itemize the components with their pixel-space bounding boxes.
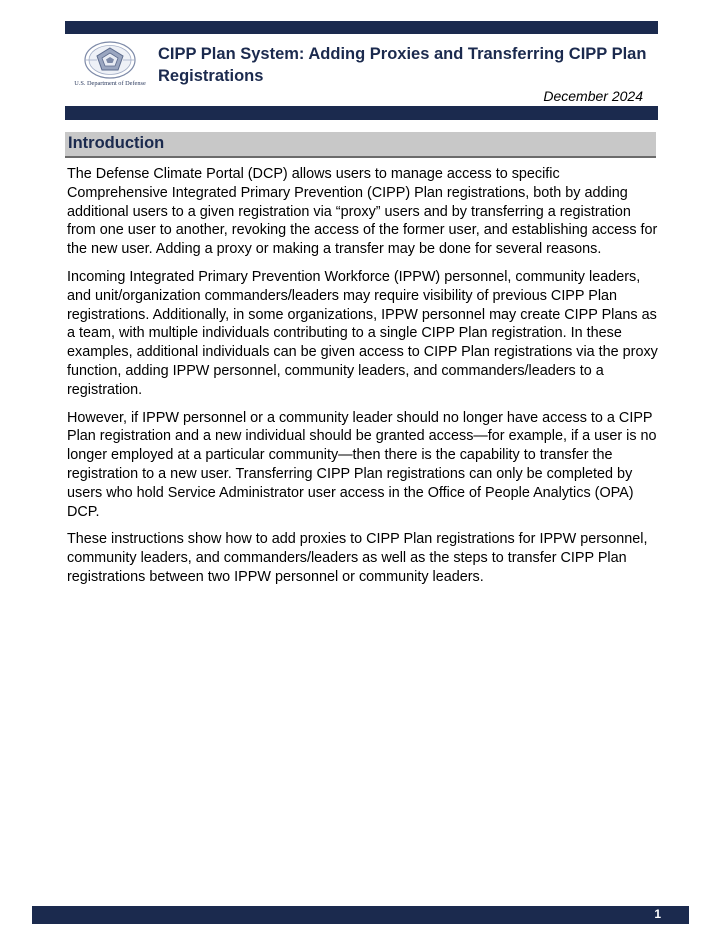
body-text: [67, 165, 658, 596]
header-top-bar: [65, 21, 658, 34]
paragraph: Incoming Integrated Primary Prevention Workforce (IPPW) personnel, community leaders, and unit/organization commanders/leaders may require visibility of previous CIPP Plan registrations. Additionally, in some organizations, IPPW personnel may create CIPP Plans as a team, with multiple individuals contributing to a single CIPP Plan registration. In these examples, additional individuals can be given access to CIPP Plan registrations via the proxy function, adding IPPW personnel, community leaders, and commanders/leaders to a registration.: [67, 268, 658, 398]
paragraph: However, if IPPW personnel or a community leader should no longer have access to a CIPP Plan registration and a new individual should be granted access—for example, if a user is no longer employed at a particular community—then there is the capability to transfer the registration to a new user. Transferring CIPP Plan registrations can only be completed by users who hold Service Administrator user access in the Office of People Analytics (OPA) DCP.: [67, 409, 657, 520]
document-title: CIPP Plan System: Adding Proxies and Transferring CIPP Plan Registrations: [158, 45, 647, 85]
footer-bar: [32, 906, 689, 924]
paragraph: The Defense Climate Portal (DCP) allows users to manage access to specific Comprehensive Integrated Primary Prevention (CIPP) Plan registrations, both by adding additional users to a given registration via “proxy” users and by transferring a registration from one user to another, revoking the access of the former user, and establishing access for the new user. Adding a proxy or making a transfer may be done for several reasons.: [67, 166, 658, 258]
logo-caption: U.S. Department of Defense: [74, 80, 146, 87]
header-bottom-bar: [65, 106, 658, 120]
paragraph: These instructions show how to add proxies to CIPP Plan registrations for IPPW personnel, community leaders, and commanders/leaders as well as the steps to transfer CIPP Plan registrations between two IPPW personnel or community leaders.: [67, 531, 648, 585]
page-number: 1: [654, 907, 661, 921]
section-title: Introduction: [68, 134, 165, 152]
section-header: [65, 132, 656, 158]
document-date: December 2024: [543, 88, 643, 104]
